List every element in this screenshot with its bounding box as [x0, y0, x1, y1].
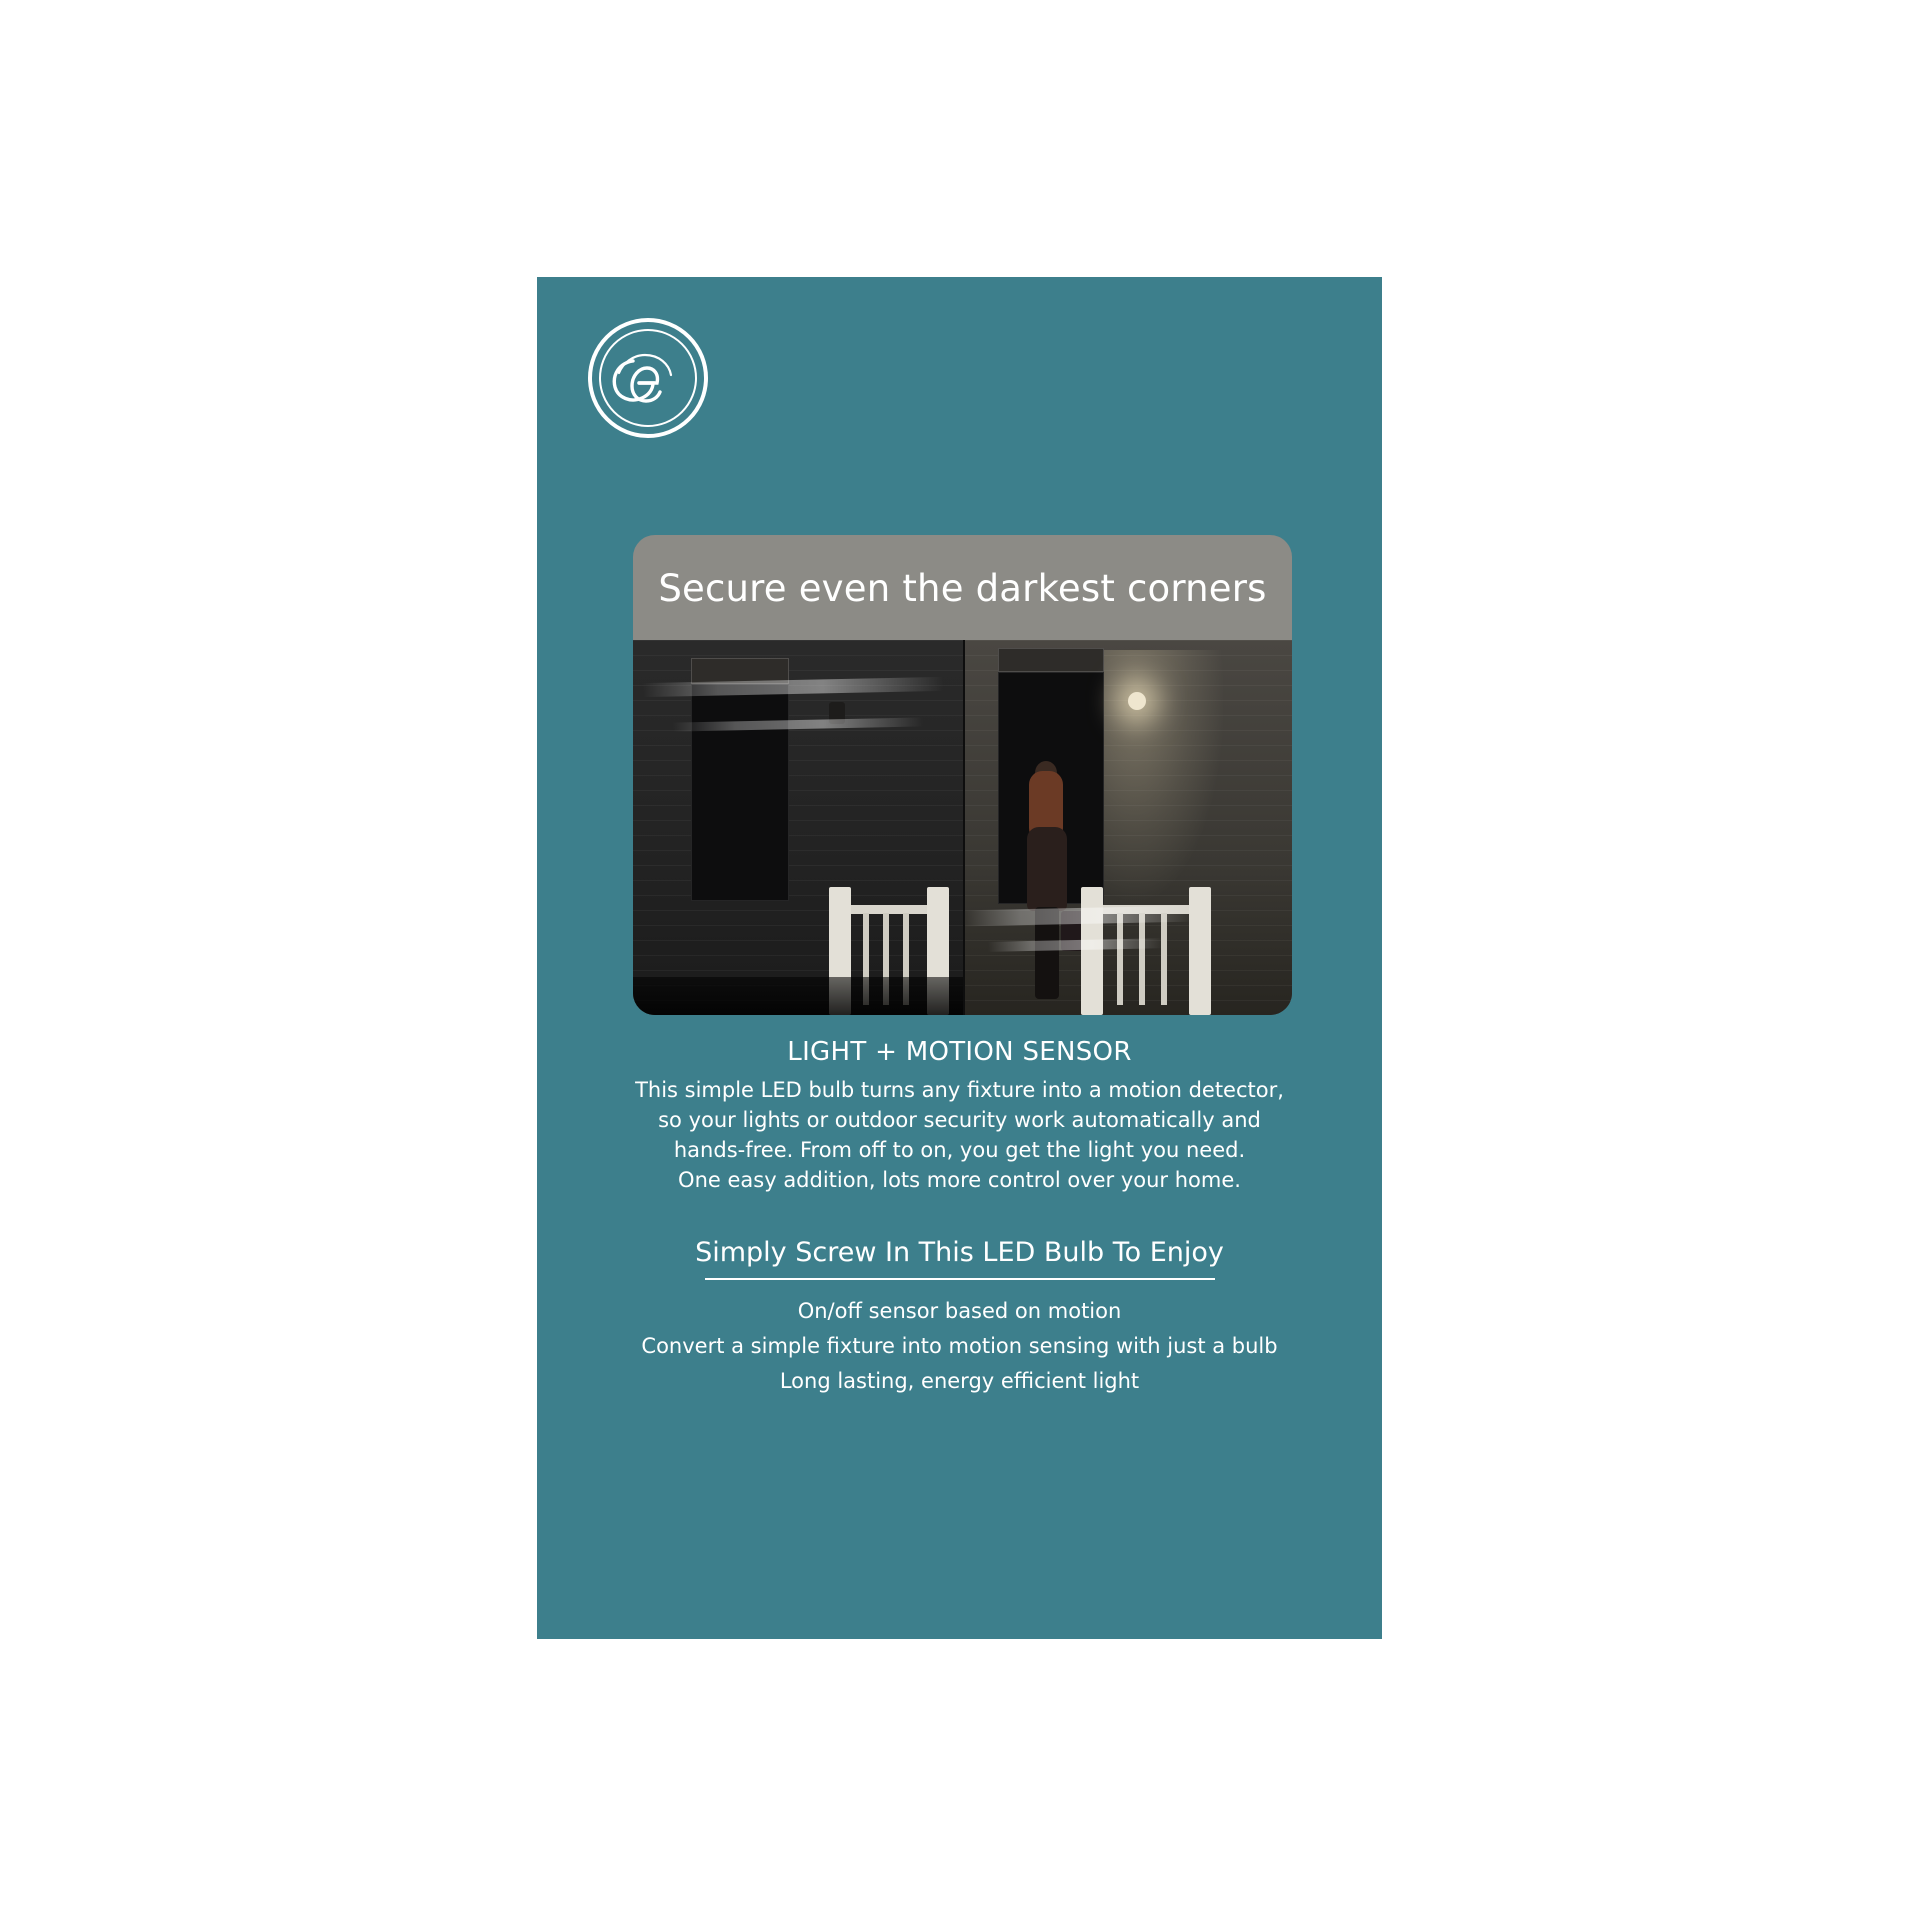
- porch-lamp-off-icon: [829, 702, 845, 724]
- paragraph-line: so your lights or outdoor security work automatically and: [658, 1108, 1261, 1132]
- transom-window-left: [691, 658, 789, 684]
- person-figure: [1013, 761, 1077, 1011]
- porch-lamp-on-icon: [1128, 692, 1146, 710]
- rail-post: [1081, 887, 1103, 1015]
- teal-product-panel: [537, 277, 1382, 1639]
- figure-coat: [1027, 827, 1067, 911]
- before-after-photo: [633, 640, 1292, 1015]
- ground-shadow-left: [633, 977, 963, 1015]
- photo-half-dark: [633, 640, 963, 1015]
- paragraph-line: One easy addition, lots more control over your home.: [678, 1168, 1241, 1192]
- benefit-item: On/off sensor based on motion: [797, 1299, 1122, 1323]
- porch-railing-right: [1081, 887, 1211, 1015]
- transom-window-right: [998, 648, 1104, 672]
- feature-media-card: [633, 535, 1292, 1015]
- rail-post: [1189, 887, 1211, 1015]
- ge-monogram-logo: [585, 315, 711, 441]
- feature-paragraph: [577, 1075, 1342, 1195]
- benefits-divider: [705, 1278, 1215, 1280]
- figure-bag: [1061, 911, 1083, 951]
- figure-legs: [1035, 907, 1059, 999]
- benefits-title: Simply Screw In This LED Bulb To Enjoy: [695, 1237, 1224, 1268]
- benefit-item: Convert a simple fixture into motion sensing with just a bulb: [641, 1334, 1278, 1358]
- photo-split-divider: [963, 640, 965, 1015]
- benefits-block: [577, 1237, 1342, 1399]
- paragraph-line: hands-free. From off to on, you get the light you need.: [673, 1138, 1246, 1162]
- rail-baluster: [1161, 913, 1167, 1005]
- rail-baluster: [1117, 913, 1123, 1005]
- benefit-item: Long lasting, energy efficient light: [779, 1369, 1140, 1393]
- feature-subhead: LIGHT + MOTION SENSOR: [787, 1037, 1132, 1067]
- rail-baluster: [1139, 913, 1145, 1005]
- paragraph-line: This simple LED bulb turns any fixture into a motion detector,: [635, 1078, 1284, 1102]
- front-door-left: [691, 684, 789, 901]
- media-card-headline: Secure even the darkest corners: [658, 567, 1267, 610]
- feature-copy-block: [577, 1037, 1342, 1195]
